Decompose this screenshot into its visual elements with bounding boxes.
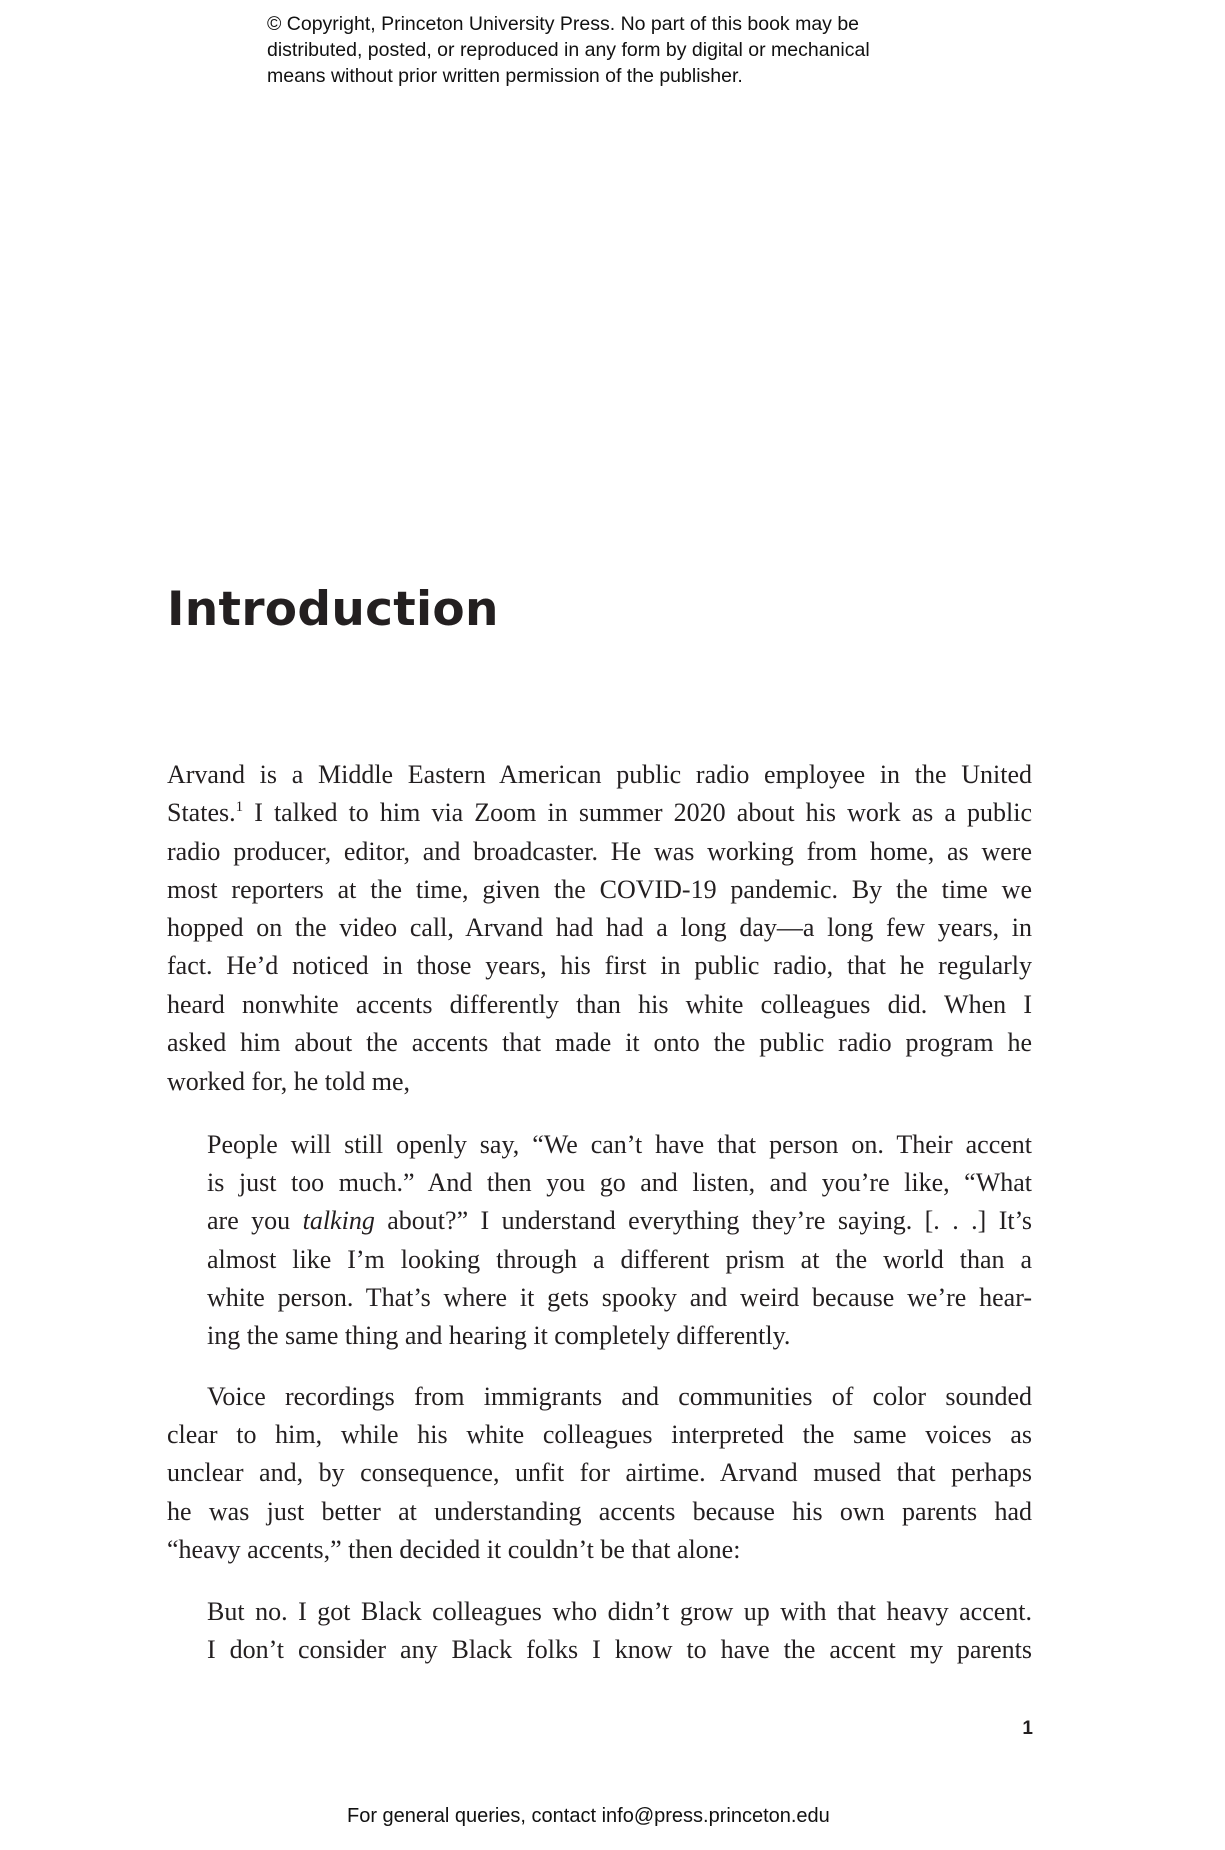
paragraph-1-line: most reporters at the time, given the COVID-19 pandemic. By the time we [167, 875, 1032, 904]
page-number: 1 [1022, 1718, 1033, 1739]
paragraph-1-line: asked him about the accents that made it onto the public radio program he [167, 1028, 1032, 1057]
block-quote-line: is just too much.” And then you go and listen, and you’re like, “What [207, 1168, 1032, 1197]
block-quote-line: ing the same thing and hearing it completely differently. [207, 1321, 791, 1350]
paragraph-1-line: Arvand is a Middle Eastern American public radio employee in the United [167, 760, 1032, 789]
block-quote-line [207, 1205, 1032, 1237]
copyright-notice [267, 11, 870, 89]
text-run: States. [167, 798, 236, 827]
text-run: I talked to him via Zoom in summer 2020 about his work as a public [243, 798, 1032, 827]
footer-contact: For general queries, contact info@press.princeton.edu [347, 1805, 830, 1827]
paragraph-2-line: “heavy accents,” then decided it couldn’t be that alone: [167, 1535, 741, 1564]
block-quote-line: I don’t consider any Black folks I know to have the accent my parents [207, 1635, 1032, 1664]
block-quote-line: People will still openly say, “We can’t have that person on. Their accent [207, 1130, 1032, 1159]
copyright-notice-line: means without prior written permission of the publisher. [267, 65, 743, 87]
block-quote-line: white person. That’s where it gets spooky and weird because we’re hear- [207, 1283, 1032, 1312]
block-quote-line: almost like I’m looking through a different prism at the world than a [207, 1245, 1032, 1274]
paragraph-2-line: he was just better at understanding accents because his own parents had [167, 1497, 1032, 1526]
paragraph-1-line: heard nonwhite accents differently than his white colleagues did. When I [167, 990, 1032, 1019]
chapter-title: Introduction [167, 582, 499, 637]
copyright-notice-line: distributed, posted, or reproduced in any form by digital or mechanical [267, 39, 870, 61]
paragraph-1-line [167, 797, 1032, 829]
emphasis: talking [302, 1206, 375, 1235]
copyright-notice-line: © Copyright, Princeton University Press. No part of this book may be [267, 13, 860, 35]
paragraph-2-line: Voice recordings from immigrants and communities of color sounded [207, 1382, 1032, 1411]
block-quote-line: But no. I got Black colleagues who didn’t grow up with that heavy accent. [207, 1597, 1032, 1626]
paragraph-1-line: hopped on the video call, Arvand had had a long day—a long few years, in [167, 913, 1032, 942]
paragraph-1-line: worked for, he told me, [167, 1067, 411, 1096]
paragraph-2-line: clear to him, while his white colleagues interpreted the same voices as [167, 1420, 1032, 1449]
footnote-marker[interactable]: 1 [235, 799, 244, 815]
paragraph-1-line: radio producer, editor, and broadcaster. He was working from home, as were [167, 837, 1032, 866]
text-run: are you [207, 1206, 303, 1235]
paragraph-1-line: fact. He’d noticed in those years, his first in public radio, that he regularly [167, 951, 1032, 980]
text-run: about?” I understand everything they’re saying. [. . .] It’s [374, 1206, 1032, 1235]
paragraph-2-line: unclear and, by consequence, unfit for airtime. Arvand mused that perhaps [167, 1458, 1032, 1487]
